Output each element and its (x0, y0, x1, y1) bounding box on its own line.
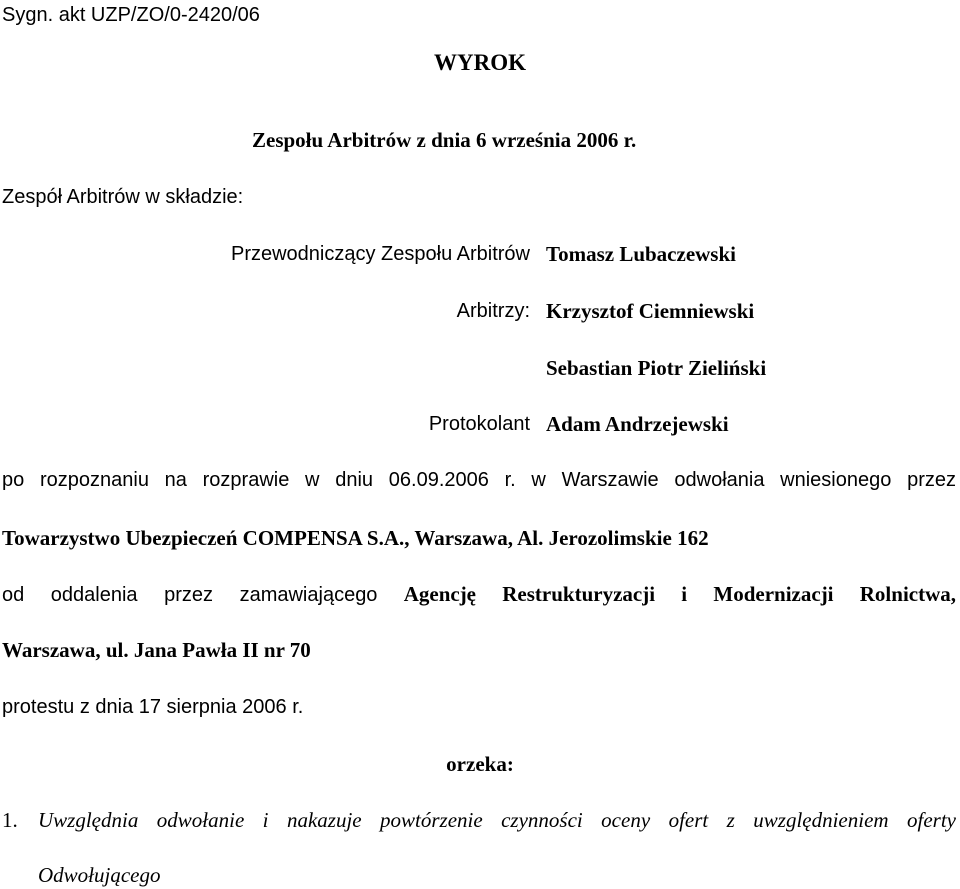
chair-name: Tomasz Lubaczewski (546, 242, 736, 266)
arbiter-1-name: Krzysztof Ciemniewski (546, 299, 755, 323)
ruling-text-line1: Uwzględnia odwołanie i nakazuje powtórzenie czynności oceny ofert z uwzględnieniem oferty (38, 808, 956, 832)
ruling-text-line2: Odwołującego (38, 863, 161, 887)
case-reference: Sygn. akt UZP/ZO/0-2420/06 (2, 4, 260, 26)
protest-line: protestu z dnia 17 sierpnia 2006 r. (2, 696, 304, 718)
ruling-heading: orzeka: (446, 752, 514, 776)
contracting-authority: Agencję Restrukturyzacji i Modernizacji Rolnictwa, (403, 582, 957, 606)
clerk-name: Adam Andrzejewski (546, 412, 729, 436)
panel-intro: Zespół Arbitrów w składzie: (2, 186, 244, 208)
clerk-label: Protokolant (428, 413, 530, 435)
authority-address: Warszawa, ul. Jana Pawła II nr 70 (2, 638, 311, 662)
document-subtitle: Zespołu Arbitrów z dnia 6 września 2006 r. (252, 128, 637, 152)
document-title: WYROK (434, 50, 526, 75)
arbiter-2-name: Sebastian Piotr Zieliński (546, 356, 767, 380)
chair-label: Przewodniczący Zespołu Arbitrów (230, 243, 530, 265)
rejection-prefix: od oddalenia przez zamawiającego (2, 584, 378, 606)
ruling-number: 1. (2, 808, 18, 832)
hearing-line: po rozpoznaniu na rozprawie w dniu 06.09.2006 r. w Warszawie odwołania wniesionego przez (2, 469, 956, 491)
contracting-authority-line (2, 581, 956, 608)
arbiters-label: Arbitrzy: (456, 300, 530, 322)
appellant-name: Towarzystwo Ubezpieczeń COMPENSA S.A., Warszawa, Al. Jerozolimskie 162 (2, 526, 709, 550)
